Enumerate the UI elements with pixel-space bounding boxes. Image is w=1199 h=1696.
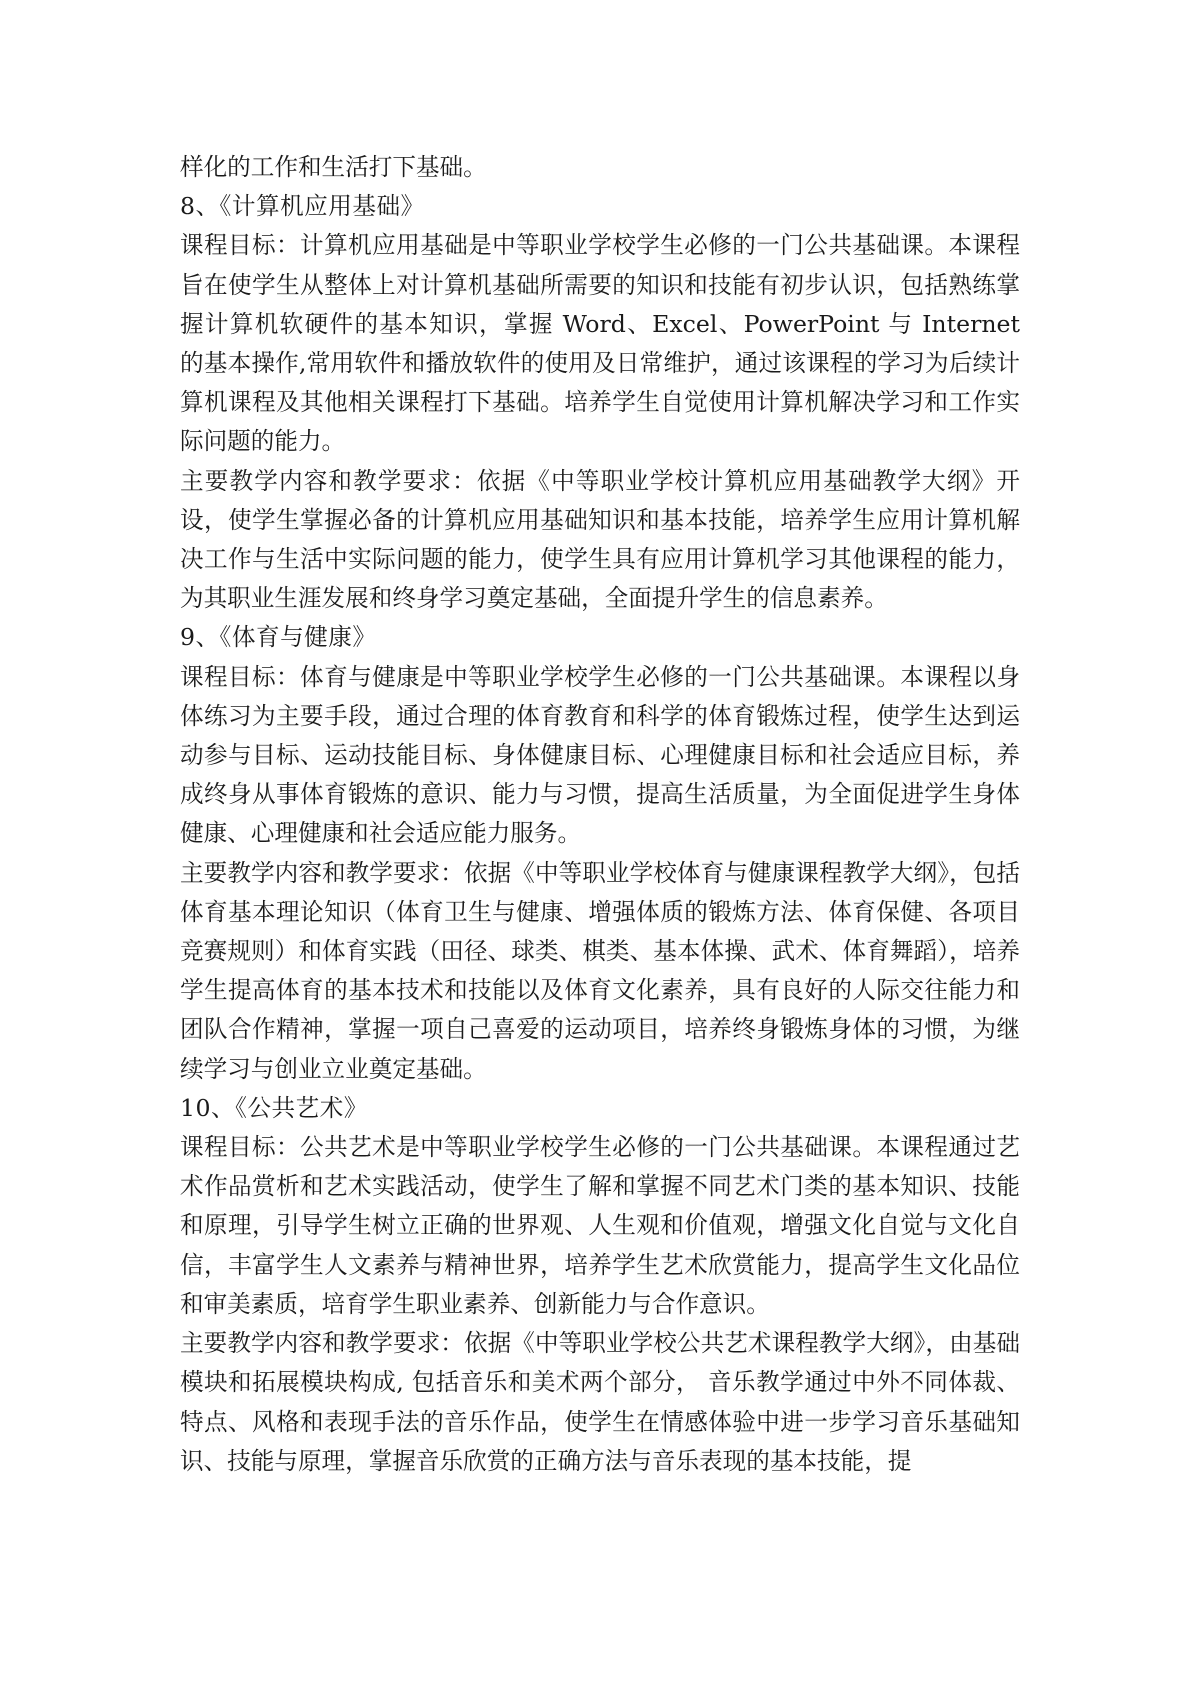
paragraph-art-course-goal: 课程目标：公共艺术是中等职业学校学生必修的一门公共基础课。本课程通过艺术作品赏析和艺术实践活动，使学生了解和掌握不同艺术门类的基本知识、技能和原理，引导学生树立正确的世界观、人生观和价值观，增强文化自觉与文化自信，丰富学生人文素养与精神世界，培养学生艺术欣赏能力，提高学生文化品位和审美素质，培育学生职业素养、创新能力与合作意识。 — [180, 1133, 1020, 1318]
paragraph-pe-teaching-content: 主要教学内容和教学要求：依据《中等职业学校体育与健康课程教学大纲》，包括体育基本理论知识（体育卫生与健康、增强体质的锻炼方法、体育保健、各项目竞赛规则）和体育实践（田径、球类、棋类、基本体操、武术、体育舞蹈），培养学生提高体育的基本技术和技能以及体育文化素养，具有良好的人际交往能力和团队合作精神，掌握一项自己喜爱的运动项目，培养终身锻炼身体的习惯，为继续学习与创业立业奠定基础。 — [180, 858, 1020, 1083]
paragraph-pe-course-goal: 课程目标：体育与健康是中等职业学校学生必修的一门公共基础课。本课程以身体练习为主要手段，通过合理的体育教育和科学的体育锻炼过程，使学生达到运动参与目标、运动技能目标、身体健康目标、心理健康目标和社会适应目标，养成终身从事体育锻炼的意识、能力与习惯，提高生活质量，为全面促进学生身体健康、心理健康和社会适应能力服务。 — [180, 662, 1020, 848]
paragraph-continuation: 样化的工作和生活打下基础。 — [180, 153, 487, 181]
section-heading-pe-health: 9、《体育与健康》 — [180, 623, 377, 652]
section-heading-public-art: 10、《公共艺术》 — [180, 1093, 368, 1122]
paragraph-computer-course-goal: 课程目标：计算机应用基础是中等职业学校学生必修的一门公共基础课。本课程旨在使学生从整体上对计算机基础所需要的知识和技能有初步认识，包括熟练掌握计算机软硬件的基本知识，掌握 Word、Excel、PowerPoint 与 Internet 的基本操作,常用软件和播放软件的使用及日常维护，通过该课程的学习为后续计算机课程及其他相关课程打下基础。培养学生自觉使用计算机解决学习和工作实际问题的能力。 — [180, 231, 1020, 456]
document-body — [180, 148, 1020, 1481]
paragraph-computer-teaching-content: 主要教学内容和教学要求：依据《中等职业学校计算机应用基础教学大纲》开设，使学生掌握必备的计算机应用基础知识和基本技能，培养学生应用计算机解决工作与生活中实际问题的能力，使学生具有应用计算机学习其他课程的能力，为其职业生涯发展和终身学习奠定基础，全面提升学生的信息素养。 — [180, 466, 1020, 613]
paragraph-art-teaching-content: 主要教学内容和教学要求：依据《中等职业学校公共艺术课程教学大纲》，由基础模块和拓展模块构成, 包括音乐和美术两个部分， 音乐教学通过中外不同体裁、特点、风格和表现手法的音乐作品，使学生在情感体验中进一步学习音乐基础知识、技能与原理，掌握音乐欣赏的正确方法与音乐表现的基本技能，提 — [180, 1329, 1020, 1475]
section-heading-computer-basics: 8、《计算机应用基础》 — [180, 192, 425, 221]
